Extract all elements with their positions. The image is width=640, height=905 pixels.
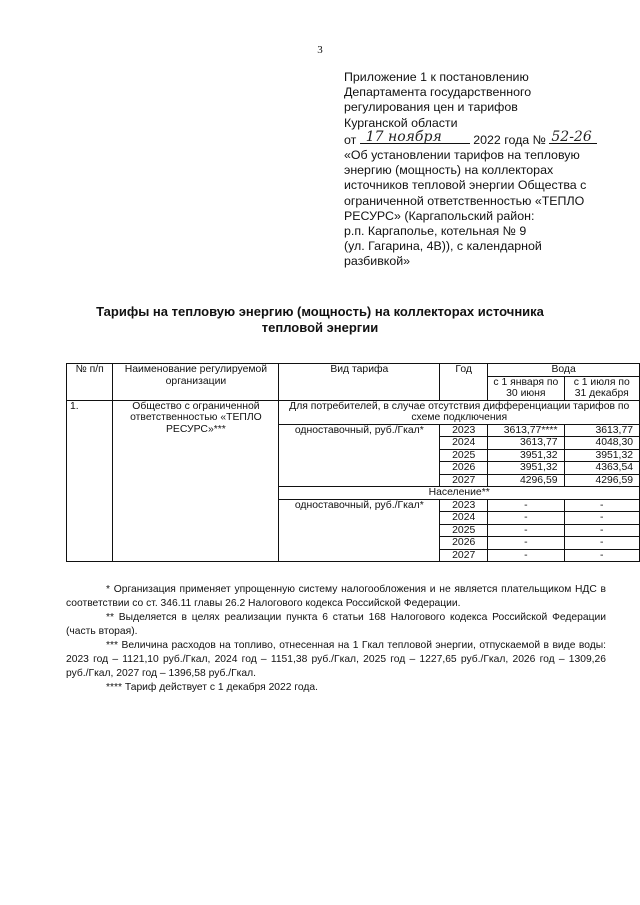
- date-blank: [360, 128, 470, 145]
- appendix-subject-line: источников тепловой энергии Общества с: [344, 178, 587, 193]
- appendix-subject-line: разбивкой»: [344, 254, 411, 269]
- appendix-subject-line: ограниченной ответственностью «ТЕПЛО: [344, 193, 585, 208]
- group-label-consumers: Для потребителей, в случае отсутствия дифференциации тарифов по схеме подключения: [279, 400, 640, 424]
- year-cell: 2025: [440, 449, 488, 462]
- row-number: 1.: [67, 400, 113, 562]
- year-cell: 2023: [440, 499, 488, 512]
- value-cell: -: [564, 537, 640, 550]
- year-cell: 2025: [440, 524, 488, 537]
- year-text: 2022 года №: [473, 132, 546, 147]
- header-year: Год: [440, 364, 488, 401]
- group-label-population: Население**: [279, 487, 640, 500]
- tariff-type: одноставочный, руб./Гкал*: [279, 499, 440, 562]
- value-cell: -: [564, 512, 640, 525]
- header-period-1: с 1 января по 30 июня: [488, 376, 564, 400]
- appendix-subject-line: «Об установлении тарифов на тепловую: [344, 148, 580, 163]
- year-cell: 2026: [440, 462, 488, 475]
- year-cell: 2023: [440, 424, 488, 437]
- footnote: *** Величина расходов на топливо, отнесенная на 1 Гкал тепловой энергии, отпускаемой в виде воды: 2023 год – 1121,10 руб./Гкал, 2024 год – 1151,38 руб./Гкал, 2025 год – 1227,65 руб./Гкал, 2026 год – 1309,26 руб./Гкал, 2027 год – 1396,58 руб./Гкал.: [66, 640, 606, 679]
- value-cell: -: [488, 524, 564, 537]
- appendix-line: Курганской области: [344, 115, 458, 130]
- header-type: Вид тарифа: [279, 364, 440, 401]
- table-header-row: [67, 364, 640, 377]
- title-line: тепловой энергии: [261, 320, 379, 335]
- org-name: Общество с ограниченной ответственностью «ТЕПЛО РЕСУРС»***: [113, 400, 279, 562]
- appendix-subject-line: энергию (мощность) на коллекторах: [344, 163, 554, 178]
- value-cell: 4048,30: [564, 437, 640, 450]
- value-cell: -: [564, 524, 640, 537]
- value-cell: -: [488, 512, 564, 525]
- document-title: [70, 304, 570, 336]
- value-cell: 4363,54: [564, 462, 640, 475]
- value-cell: 3951,32: [564, 449, 640, 462]
- appendix-subject-line: РЕСУРС» (Каргапольский район:: [344, 208, 535, 223]
- appendix-date-line: [344, 128, 614, 148]
- header-org: Наименование регулируемой организации: [113, 364, 279, 401]
- year-cell: 2027: [440, 474, 488, 487]
- appendix-subject-line: (ул. Гагарина, 4В)), с календарной: [344, 239, 542, 254]
- appendix-line: Приложение 1 к постановлению: [344, 70, 529, 84]
- value-cell: 4296,59: [564, 474, 640, 487]
- footnote: ** Выделяется в целях реализации пункта 6 статьи 168 Налогового кодекса Российской Федерации (часть вторая).: [66, 612, 606, 637]
- value-cell: -: [564, 499, 640, 512]
- year-cell: 2026: [440, 537, 488, 550]
- footnote: * Организация применяет упрощенную систему налогообложения и не является плательщиком НДС в соответствии со ст. 346.11 главы 26.2 Налогового кодекса Российской Федерации.: [66, 584, 606, 609]
- value-cell: 3613,77****: [488, 424, 564, 437]
- value-cell: 3613,77: [488, 437, 564, 450]
- appendix-line: Департамента государственного: [344, 85, 532, 100]
- handwritten-number: 52-26: [551, 128, 592, 145]
- handwritten-date: 17 ноября: [365, 128, 442, 145]
- value-cell: -: [488, 549, 564, 562]
- year-cell: 2024: [440, 512, 488, 525]
- value-cell: 4296,59: [488, 474, 564, 487]
- year-cell: 2027: [440, 549, 488, 562]
- value-cell: -: [488, 537, 564, 550]
- tariff-type: одноставочный, руб./Гкал*: [279, 424, 440, 487]
- number-blank: [549, 128, 597, 145]
- header-period-2: с 1 июля по 31 декабря: [564, 376, 640, 400]
- footnote: **** Тариф действует с 1 декабря 2022 года.: [106, 682, 318, 693]
- header-water: Вода: [488, 364, 640, 377]
- table-row: [67, 400, 640, 424]
- appendix-line: регулирования цен и тарифов: [344, 100, 518, 115]
- value-cell: 3951,32: [488, 462, 564, 475]
- title-line: Тарифы на тепловую энергию (мощность) на коллекторах источника: [96, 304, 544, 319]
- value-cell: 3951,32: [488, 449, 564, 462]
- footnotes: [66, 583, 606, 695]
- appendix-subject-line: р.п. Каргаполье, котельная № 9: [344, 224, 527, 239]
- value-cell: 3613,77: [564, 424, 640, 437]
- value-cell: -: [488, 499, 564, 512]
- appendix-header: [344, 70, 614, 270]
- header-num: № п/п: [67, 364, 113, 401]
- value-cell: -: [564, 549, 640, 562]
- from-label: от: [344, 132, 357, 147]
- page-number: 3: [317, 44, 323, 56]
- tariff-table: [66, 363, 640, 562]
- year-cell: 2024: [440, 437, 488, 450]
